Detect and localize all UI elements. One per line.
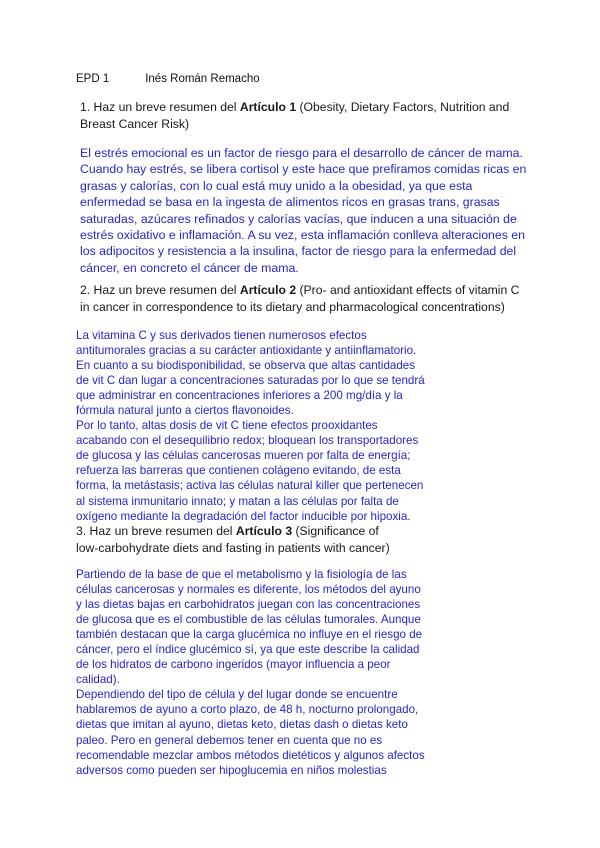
question-3-article: Artículo 3 (235, 524, 293, 538)
question-1-prefix: 1. Haz un breve resumen del (80, 100, 240, 114)
answer-3-line: recomendable mezclar ambos métodos dietéticos y algunos afectos (76, 748, 425, 762)
question-1-line-1 (80, 99, 540, 116)
header (76, 73, 260, 85)
assignment-code: EPD 1 (76, 73, 110, 85)
answer-1-line: los adipocitos y resistencia a la insulina, factor de riesgo para la enfermedad del (80, 244, 517, 259)
question-1-line-2: Breast Cancer Risk) (80, 117, 190, 131)
question-3-prefix: 3. Haz un breve resumen del (76, 524, 236, 538)
answer-3-line: paleo. Pero en general debemos tener en cuenta que no es (76, 733, 383, 747)
question-2-line-1 (80, 282, 550, 299)
answer-1-line: cáncer, en concreto el cáncer de mama. (80, 260, 299, 275)
answer-1-line: enfermedad se basa en la ingesta de alimentos ricos en grasas trans, grasas (80, 195, 500, 210)
answer-3-line: adversos como pueden ser hipoglucemia en niños molestias (76, 763, 387, 777)
answer-2-line: fórmula natural junto a ciertos flavonoides. (76, 404, 294, 418)
answer-1-line: El estrés emocional es un factor de riesgo para el desarrollo de cáncer de mama. (80, 146, 523, 160)
answer-3-line: calidad). (76, 673, 120, 687)
answer-1-line: Cuando hay estrés, se libera cortisol y este hace que prefiramos comidas ricas en (80, 162, 527, 177)
answer-3-line: Dependiendo del tipo de célula y del lugar donde se encuentre (76, 688, 398, 702)
answer-3-line: también destacan que la carga glucémica no influye en el riesgo de (76, 628, 423, 642)
answer-3-line: células cancerosas y normales es diferente, los métodos del ayuno (76, 583, 421, 597)
author-name: Inés Román Remacho (145, 73, 260, 85)
answer-3-line: hablaremos de ayuno a corto plazo, de 48 h, nocturno prolongado, (76, 703, 419, 717)
answer-2-line: de vit C dan lugar a concentraciones saturadas por lo que se tendrá (76, 374, 425, 388)
answer-2-line: al sistema inmunitario innato; y matan a las células por falta de (76, 494, 399, 508)
answer-3-line: de los hidratos de carbono ingeridos (mayor influencia a peor (76, 658, 391, 672)
answer-3 (76, 567, 456, 778)
question-3-line-2: low-carbohydrate diets and fasting in patients with cancer) (76, 541, 390, 555)
answer-2-line: Por lo tanto, altas dosis de vit C tiene efectos prooxidantes (76, 419, 378, 433)
question-2-prefix: 2. Haz un breve resumen del (80, 283, 240, 297)
answer-2-line: forma, la metástasis; activa las células natural killer que pertenecen (76, 479, 424, 493)
answer-1-line: estrés oxidativo e inflamación. A su vez, esta inflamación conlleva alteraciones en (80, 228, 525, 243)
question-3-line-1 (76, 523, 546, 540)
answer-2-line: de glucosa y las células cancerosas mueren por falta de energía; (76, 449, 411, 463)
question-3-title-start: (Significance of (292, 524, 379, 538)
question-2-title-start: (Pro- and antioxidant effects of vitamin C (296, 283, 520, 297)
answer-2-line: antitumorales gracias a su carácter antioxidante y antiinflamatorio. (76, 344, 417, 358)
question-1 (80, 99, 540, 133)
question-2-article: Artículo 2 (239, 283, 297, 297)
answer-2 (76, 328, 456, 524)
answer-2-line: En cuanto a su biodisponibilidad, se observa que altas cantidades (76, 359, 416, 373)
answer-2-line: refuerza las barreras que contienen colágeno evitando, de esta (76, 464, 401, 478)
answer-1-line: saturadas, azúcares refinados y calorías vacías, que inducen a una situación de (80, 211, 517, 226)
question-1-article: Artículo 1 (239, 100, 297, 114)
answer-3-line: y las dietas bajas en carbohidratos juegan con las concentraciones (76, 598, 421, 612)
answer-3-line: de glucosa que es el combustible de las células tumorales. Aunque (76, 613, 421, 627)
answer-1 (80, 145, 530, 276)
answer-2-line: acabando con el desequilibrio redox; bloquean los transportadores (76, 434, 419, 448)
answer-1-line: grasas y calorías, con lo cual está muy unido a la obesidad, ya que esta (80, 178, 473, 193)
answer-3-line: cáncer, pero el índice glucémico sí, ya que este describe la calidad (76, 643, 420, 657)
answer-3-line: dietas que imitan al ayuno, dietas keto, dietas dash o dietas keto (76, 718, 408, 732)
question-2 (80, 282, 550, 316)
question-2-line-2: in cancer in correspondence to its dietary and pharmacological concentrations) (80, 300, 505, 314)
question-3 (76, 523, 546, 557)
answer-3-line: Partiendo de la base de que el metabolismo y la fisiología de las (76, 568, 407, 581)
answer-2-line: oxígeno mediante la degradación del factor inducible por hipoxia. (76, 509, 411, 523)
question-1-title-start: (Obesity, Dietary Factors, Nutrition and (296, 100, 510, 114)
answer-2-line: que administrar en concentraciones inferiores a 200 mg/día y la (76, 389, 403, 403)
answer-2-line: La vitamina C y sus derivados tienen numerosos efectos (76, 329, 367, 342)
